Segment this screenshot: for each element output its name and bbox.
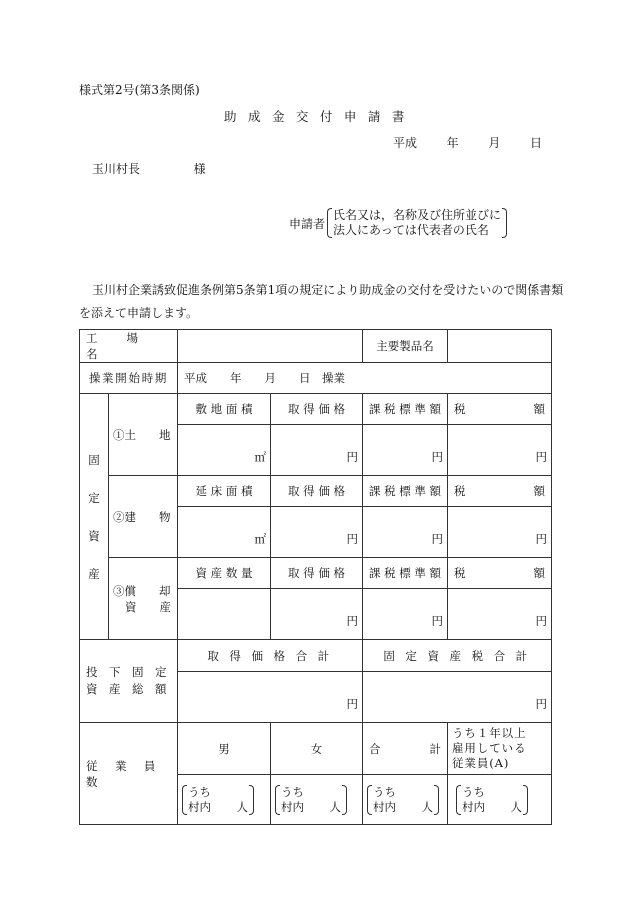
body-line1: 玉川村企業誘致促進条例第5条第1項の規定により助成金の交付を受けたいので関係書類 (92, 283, 564, 297)
land-acq-price-label: 取 得 価 格 (271, 394, 363, 425)
form-number: 様式第2号(第3条関係) (79, 83, 200, 97)
building-area-value[interactable]: ㎡ (178, 507, 271, 558)
applicant-line2: 法人にあっては代表者の氏名 (333, 223, 489, 237)
land-acq-price-value[interactable]: 円 (271, 425, 363, 476)
acq-total-value[interactable]: 円 (178, 672, 363, 723)
dep-tax-base-label: 課 税 標 準 額 (363, 558, 448, 589)
land-tax-base-value[interactable]: 円 (363, 425, 448, 476)
building-tax-label: 税 額 (448, 476, 552, 507)
investment-label: 投 下 固 定 資 産 総 額 (80, 640, 178, 723)
factory-name-label: 工 場 名 (80, 330, 178, 363)
female-label: 女 (271, 723, 363, 775)
applicant-line1: 氏名又は，名称及び住所並びに (333, 208, 502, 222)
land-tax-value[interactable]: 円 (448, 425, 552, 476)
application-table (79, 329, 552, 825)
land-label: ①土 地 (109, 394, 178, 476)
date-day: 日 (530, 136, 543, 150)
fixed-assets-label (80, 394, 109, 640)
building-tax-value[interactable]: 円 (448, 507, 552, 558)
body-line2: を添えて申請します。 (79, 306, 199, 320)
factory-name-value[interactable] (178, 330, 363, 363)
building-tax-base-value[interactable]: 円 (363, 507, 448, 558)
depreciable-label: ③償 却 資 産 (109, 558, 178, 640)
acq-total-label: 取 得 価 格 合 計 (178, 640, 363, 672)
total-value[interactable]: うち 村内 人 (363, 775, 448, 825)
male-value[interactable]: うち 村内 人 (178, 775, 271, 825)
dep-tax-label: 税 額 (448, 558, 552, 589)
date-era: 平成 (393, 136, 418, 150)
operation-start-value[interactable]: 平成 年 月 日 操業 (178, 363, 552, 394)
addressee-honorific: 様 (193, 162, 206, 176)
applicant-label: 申請者 (289, 216, 326, 231)
fixed-char-2: 定 (88, 490, 100, 505)
fixed-tax-total-value[interactable]: 円 (363, 672, 552, 723)
female-value[interactable]: うち 村内 人 (271, 775, 363, 825)
main-product-value[interactable] (448, 330, 552, 363)
dep-qty-value[interactable] (178, 589, 271, 640)
date-month: 月 (488, 136, 501, 150)
applicant-block (289, 208, 507, 238)
form-title: 助 成 金 交 付 申 請 書 (224, 109, 409, 124)
floor-area-label: 延 床 面 積 (178, 476, 271, 507)
land-area-value[interactable]: ㎡ (178, 425, 271, 476)
dep-tax-value[interactable]: 円 (448, 589, 552, 640)
operation-start-label: 操業開始時期 (80, 363, 178, 394)
dep-acq-price-label: 取 得 価 格 (271, 558, 363, 589)
dep-tax-base-value[interactable]: 円 (363, 589, 448, 640)
building-acq-price-label: 取 得 価 格 (271, 476, 363, 507)
addressee (92, 160, 206, 177)
fixed-char-4: 産 (88, 566, 100, 581)
building-tax-base-label: 課 税 標 準 額 (363, 476, 448, 507)
asset-qty-label: 資 産 数 量 (178, 558, 271, 589)
building-label: ②建 物 (109, 476, 178, 558)
employed-1yr-label: うち１年以上 雇用している 従業員(A) (448, 723, 552, 775)
main-product-label: 主要製品名 (363, 330, 448, 363)
total-label: 合 計 (363, 723, 448, 775)
land-tax-base-label: 課 税 標 準 額 (363, 394, 448, 425)
date-year: 年 (446, 136, 459, 150)
employed-1yr-value[interactable]: うち 村内 人 (448, 775, 552, 825)
fixed-char-3: 資 (88, 528, 100, 543)
addressee-to: 玉川村長 (92, 162, 141, 176)
male-label: 男 (178, 723, 271, 775)
building-acq-price-value[interactable]: 円 (271, 507, 363, 558)
fixed-tax-total-label: 固 定 資 産 税 合 計 (363, 640, 552, 672)
fixed-char-1: 固 (88, 452, 100, 467)
site-area-label: 敷 地 面 積 (178, 394, 271, 425)
land-tax-label: 税 額 (448, 394, 552, 425)
applicant-bracket (327, 208, 507, 238)
date-line (393, 134, 542, 151)
employees-label: 従 業 員 数 (80, 723, 178, 825)
dep-acq-price-value[interactable]: 円 (271, 589, 363, 640)
